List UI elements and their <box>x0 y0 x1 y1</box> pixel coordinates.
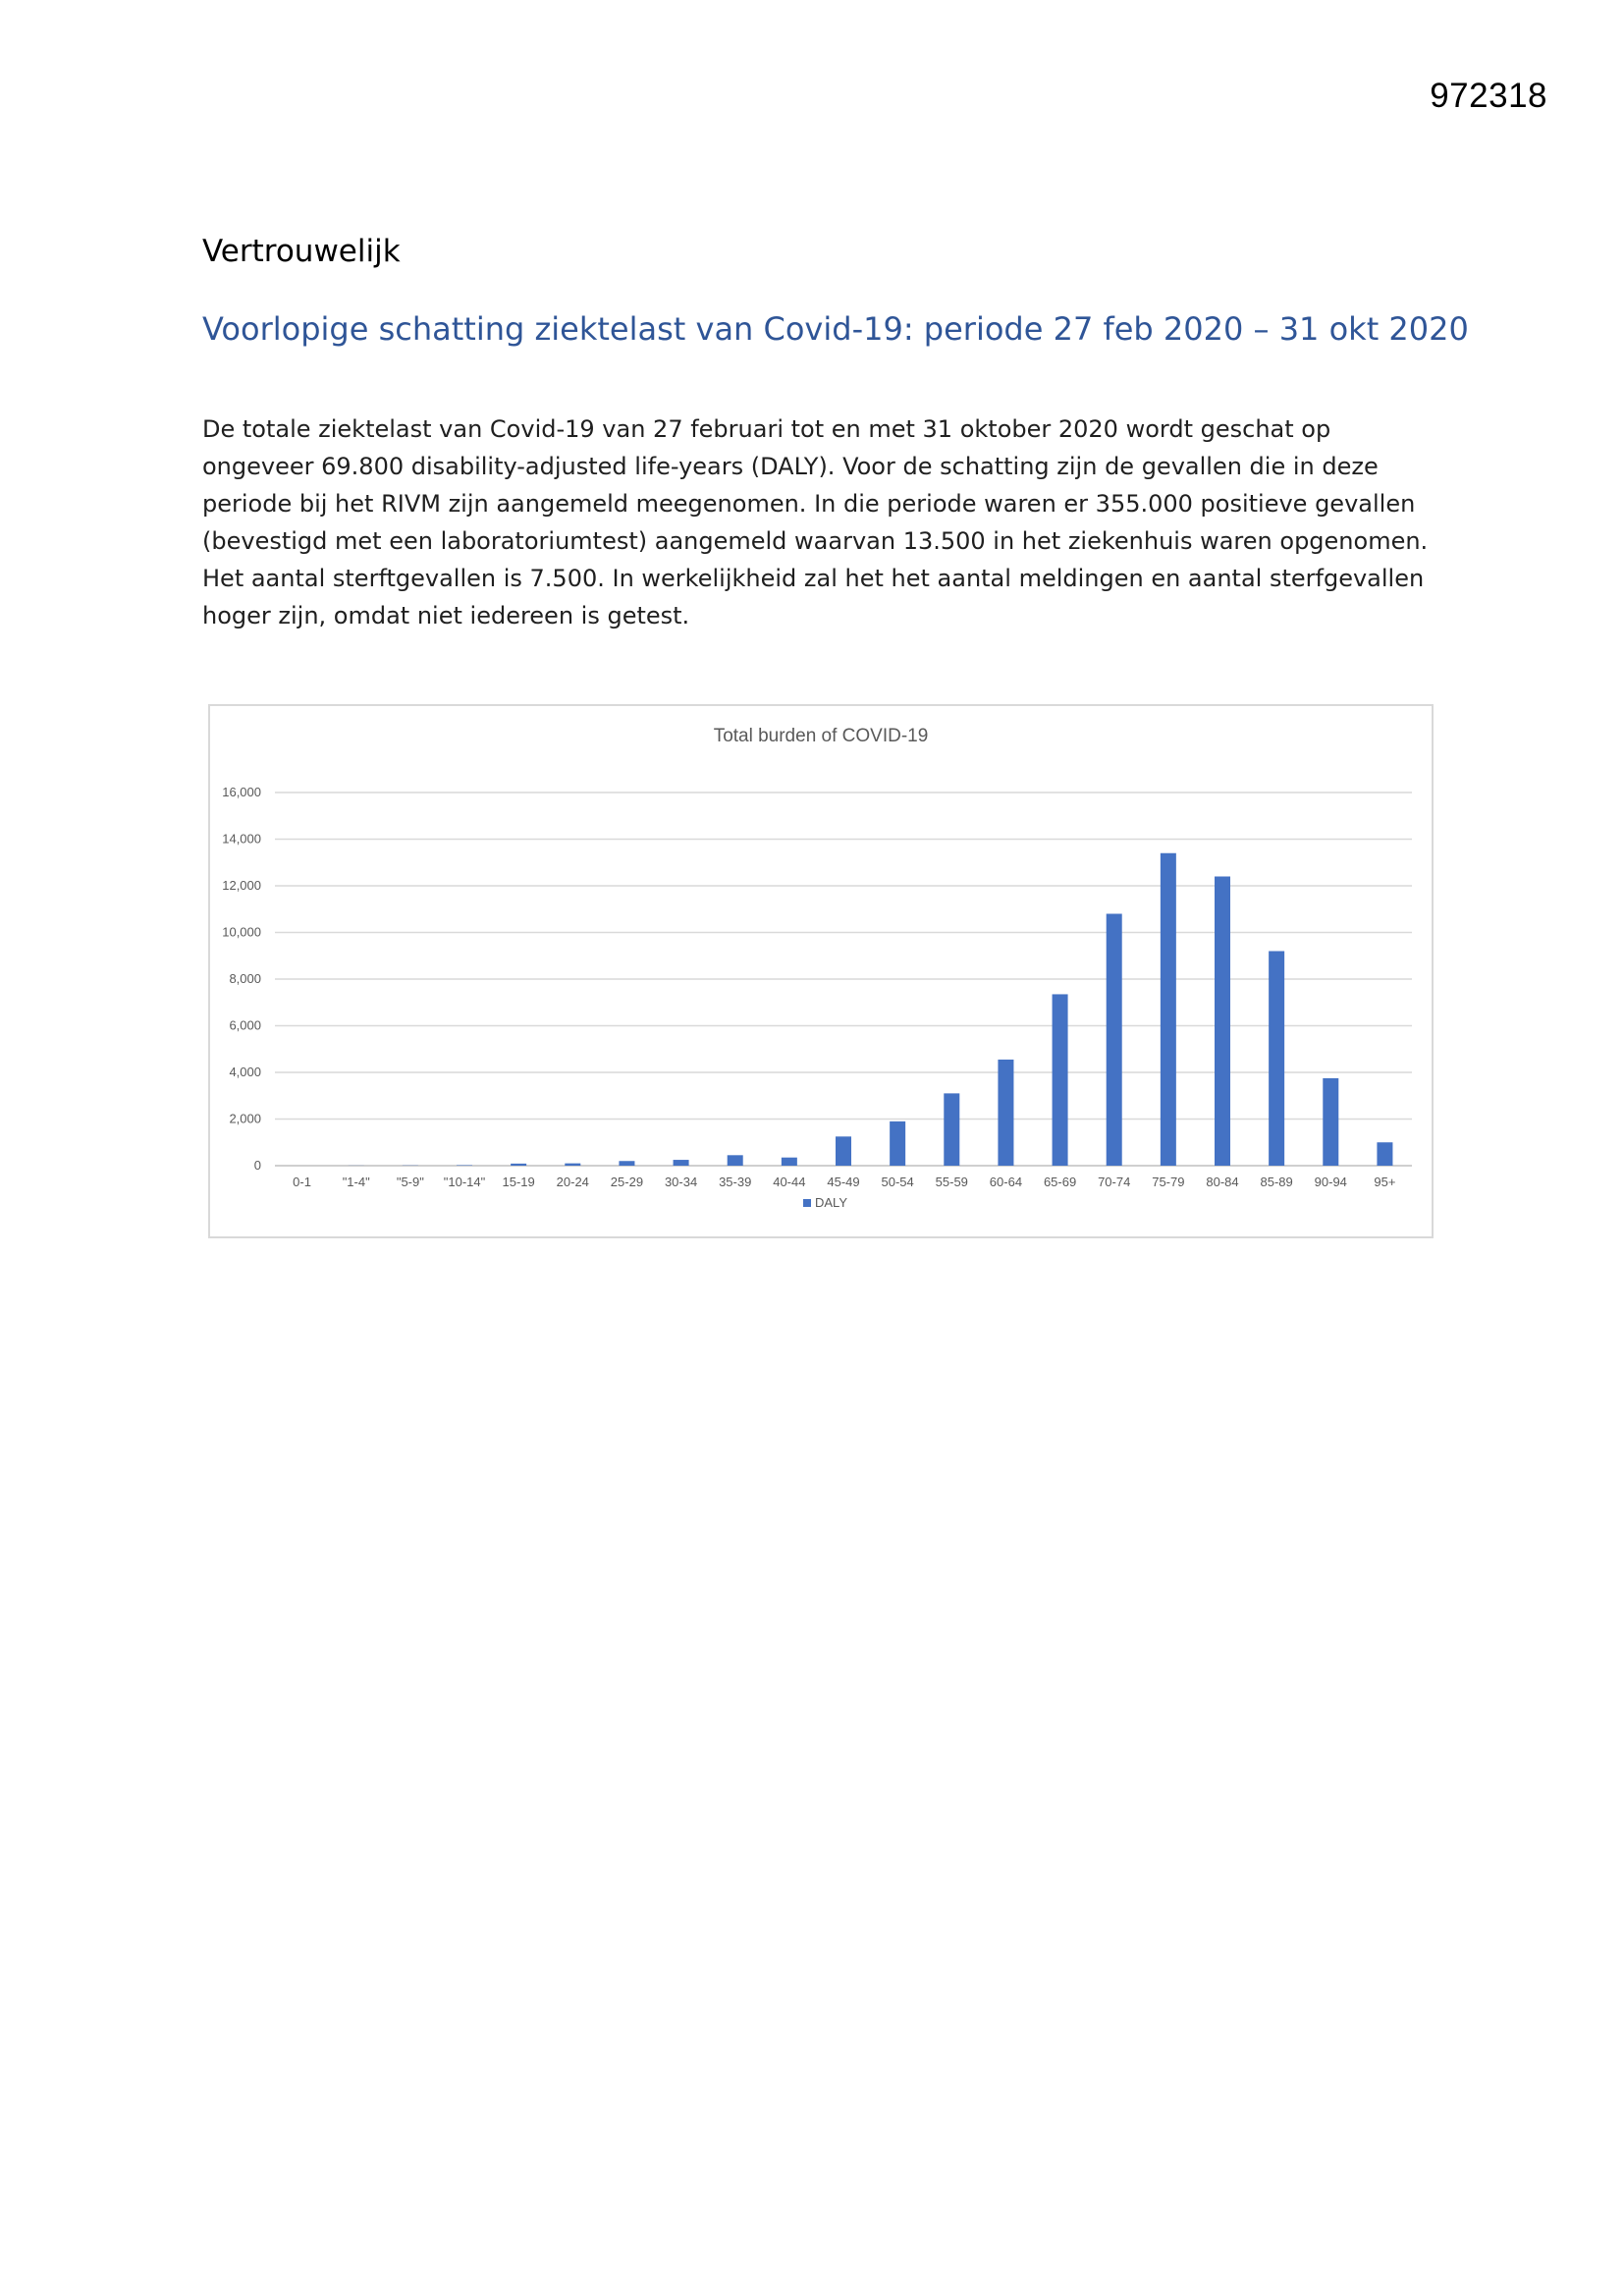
x-tick-label: 50-54 <box>881 1175 914 1189</box>
x-tick-label: 55-59 <box>935 1175 968 1189</box>
x-tick-label: "1-4" <box>342 1175 370 1189</box>
y-tick-label: 2,000 <box>229 1111 261 1126</box>
bar-5 <box>565 1164 580 1166</box>
x-tick-label: 0-1 <box>293 1175 311 1189</box>
x-tick-label: 30-34 <box>664 1175 698 1189</box>
x-tick-label: 20-24 <box>556 1175 589 1189</box>
x-tick-label: 85-89 <box>1260 1175 1293 1189</box>
bar-19 <box>1323 1078 1338 1166</box>
bar-13 <box>998 1060 1013 1166</box>
bar-6 <box>619 1161 634 1166</box>
bar-14 <box>1053 994 1068 1166</box>
bar-8 <box>728 1155 743 1166</box>
bar-20 <box>1377 1142 1392 1166</box>
y-tick-label: 0 <box>253 1158 261 1173</box>
bar-17 <box>1215 877 1230 1167</box>
x-tick-label: 25-29 <box>610 1175 644 1189</box>
x-tick-label: 40-44 <box>773 1175 806 1189</box>
x-tick-label: 75-79 <box>1152 1175 1185 1189</box>
bar-12 <box>944 1093 959 1166</box>
bar-11 <box>890 1121 905 1166</box>
bar-10 <box>836 1136 851 1166</box>
x-tick-label: 45-49 <box>827 1175 860 1189</box>
x-tick-label: 60-64 <box>989 1175 1023 1189</box>
x-tick-label: 80-84 <box>1206 1175 1239 1189</box>
legend-label-daly: DALY <box>815 1195 847 1210</box>
y-tick-label: 16,000 <box>222 785 261 799</box>
bar-15 <box>1107 914 1122 1167</box>
chart-frame <box>208 704 1434 1238</box>
bar-4 <box>511 1164 526 1166</box>
classification-label: Vertrouwelijk <box>202 234 401 269</box>
y-tick-label: 8,000 <box>229 971 261 986</box>
y-tick-label: 12,000 <box>222 878 261 893</box>
x-axis-ticks <box>293 1175 1395 1189</box>
document-number: 972318 <box>1430 77 1547 115</box>
bar-9 <box>782 1158 797 1166</box>
y-tick-label: 14,000 <box>222 831 261 847</box>
y-tick-label: 4,000 <box>229 1065 261 1079</box>
legend-swatch <box>803 1199 811 1207</box>
chart-gridlines <box>275 793 1412 1166</box>
x-tick-label: 65-69 <box>1043 1175 1077 1189</box>
x-tick-label: 70-74 <box>1098 1175 1131 1189</box>
x-tick-label: 15-19 <box>502 1175 535 1189</box>
chart-legend <box>803 1195 847 1210</box>
daly-bar-chart <box>210 706 1432 1236</box>
document-title: Voorlopige schatting ziektelast van Covid-19: periode 27 feb 2020 – 31 okt 2020 <box>202 310 1469 348</box>
y-tick-label: 10,000 <box>222 924 261 940</box>
y-tick-label: 6,000 <box>229 1017 261 1033</box>
chart-title: Total burden of COVID-19 <box>713 726 929 746</box>
y-axis-ticks <box>222 785 261 1173</box>
bar-7 <box>674 1160 689 1166</box>
body-paragraph: De totale ziektelast van Covid-19 van 27 februari tot en met 31 oktober 2020 wordt geschat op ongeveer 69.800 disability-adjusted life-years (DALY). Voor de schatting zijn de gevallen die in deze periode bij het RIVM zijn aangemeld meegenomen. In die periode waren er 355.000 positieve gevallen (bevestigd met een laboratoriumtest) aangemeld waarvan 13.500 in het ziekenhuis waren opgenomen. Het aantal sterftgevallen is 7.500. In werkelijkheid zal het het aantal meldingen en aantal sterfgevallen hoger zijn, omdat niet iedereen is getest. <box>202 415 1429 629</box>
x-tick-label: "5-9" <box>396 1175 424 1189</box>
bar-16 <box>1161 853 1176 1166</box>
x-tick-label: 35-39 <box>719 1175 752 1189</box>
bar-18 <box>1269 952 1284 1167</box>
x-tick-label: "10-14" <box>443 1175 486 1189</box>
x-tick-label: 95+ <box>1374 1175 1396 1189</box>
x-tick-label: 90-94 <box>1314 1175 1347 1189</box>
